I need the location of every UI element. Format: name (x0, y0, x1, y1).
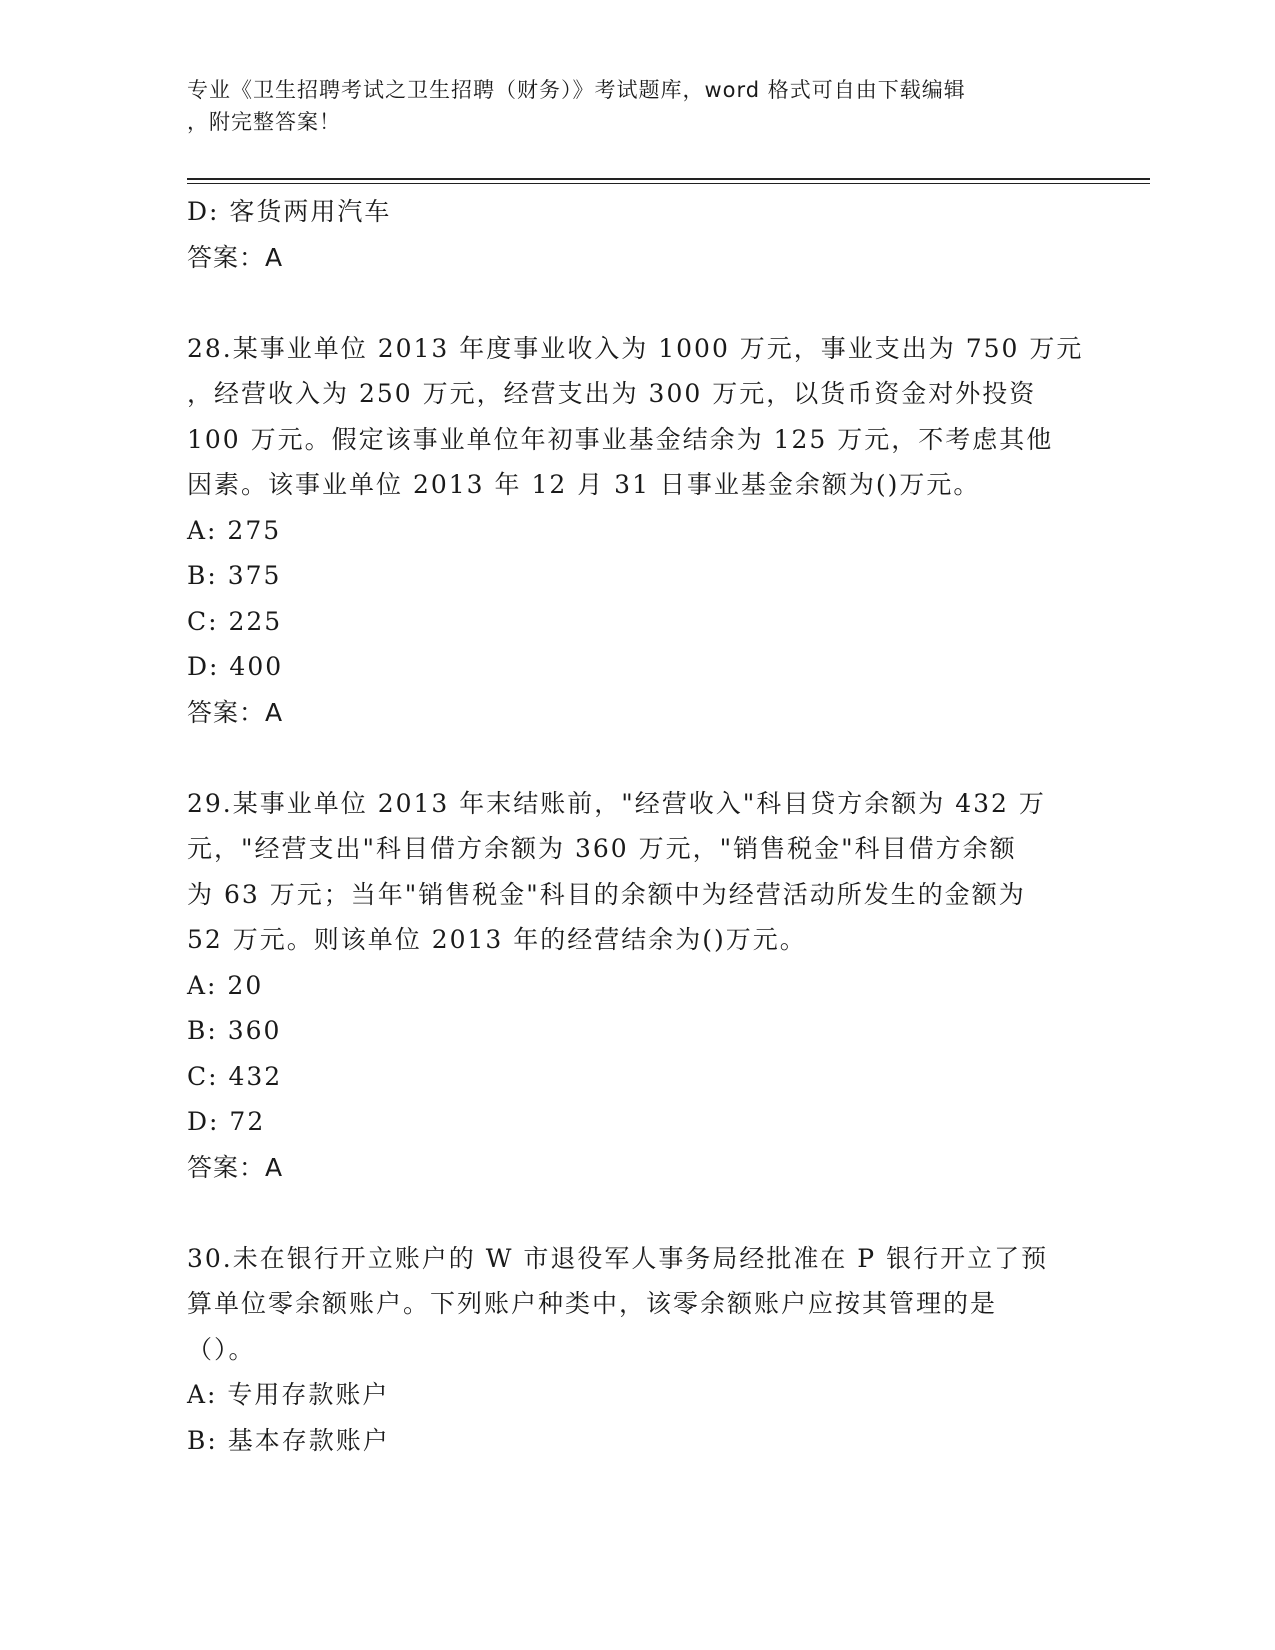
question-30 (187, 1236, 1087, 1464)
question-text-line: （）。 (187, 1334, 256, 1364)
option-a: A: 20 (187, 970, 264, 1000)
spacer (187, 1190, 1087, 1236)
question-text-line: 因素。该事业单位 2013 年 12 月 31 日事业基金余额为()万元。 (187, 470, 981, 499)
spacer (187, 280, 1087, 326)
answer-line: 答案：A (187, 242, 284, 272)
question-28 (187, 326, 1087, 736)
option-c: C: 432 (187, 1061, 283, 1091)
question-content (187, 189, 1087, 1463)
option-d: D: 客货两用汽车 (187, 197, 392, 226)
option-d: D: 72 (187, 1107, 266, 1136)
option-c: C: 225 (187, 606, 283, 636)
header-line-2: ，附完整答案！ (187, 110, 341, 134)
question-text-line: 29.某事业单位 2013 年末结账前，"经营收入"科目贷方余额为 432 万 (187, 788, 1046, 818)
page-header (187, 74, 1067, 138)
answer-line: 答案：A (187, 697, 284, 727)
question-text-line: 算单位零余额账户。下列账户种类中，该零余额账户应按其管理的是 (187, 1289, 998, 1318)
header-line-1: 专业《卫生招聘考试之卫生招聘（财务）》考试题库，word 格式可自由下载编辑 (187, 78, 966, 102)
spacer (187, 735, 1087, 781)
question-text-line: 元，"经营支出"科目借方余额为 360 万元，"销售税金"科目借方余额 (187, 834, 1017, 863)
question-text-line: 为 63 万元；当年"销售税金"科目的余额中为经营活动所发生的金额为 (187, 879, 1026, 909)
question-text-line: 30.未在银行开立账户的 W 市退役军人事务局经批准在 P 银行开立了预 (187, 1243, 1049, 1273)
header-divider-thin (187, 183, 1150, 184)
answer-line: 答案：A (187, 1152, 284, 1182)
question-text-line: 100 万元。假定该事业单位年初事业基金结余为 125 万元，不考虑其他 (187, 424, 1054, 454)
option-b: B: 375 (187, 561, 282, 590)
option-d: D: 400 (187, 652, 284, 681)
option-a: A: 专用存款账户 (187, 1380, 390, 1409)
question-text-line: 28.某事业单位 2013 年度事业收入为 1000 万元，事业支出为 750 万元 (187, 333, 1084, 363)
option-b: B: 360 (187, 1016, 282, 1045)
header-divider-thick (187, 178, 1150, 180)
option-b: B: 基本存款账户 (187, 1425, 390, 1455)
question-29 (187, 781, 1087, 1191)
option-a: A: 275 (187, 515, 282, 545)
question-text-line: 52 万元。则该单位 2013 年的经营结余为()万元。 (187, 925, 807, 954)
previous-question-tail (187, 189, 1087, 280)
question-text-line: ，经营收入为 250 万元，经营支出为 300 万元，以货币资金对外投资 (187, 379, 1037, 408)
